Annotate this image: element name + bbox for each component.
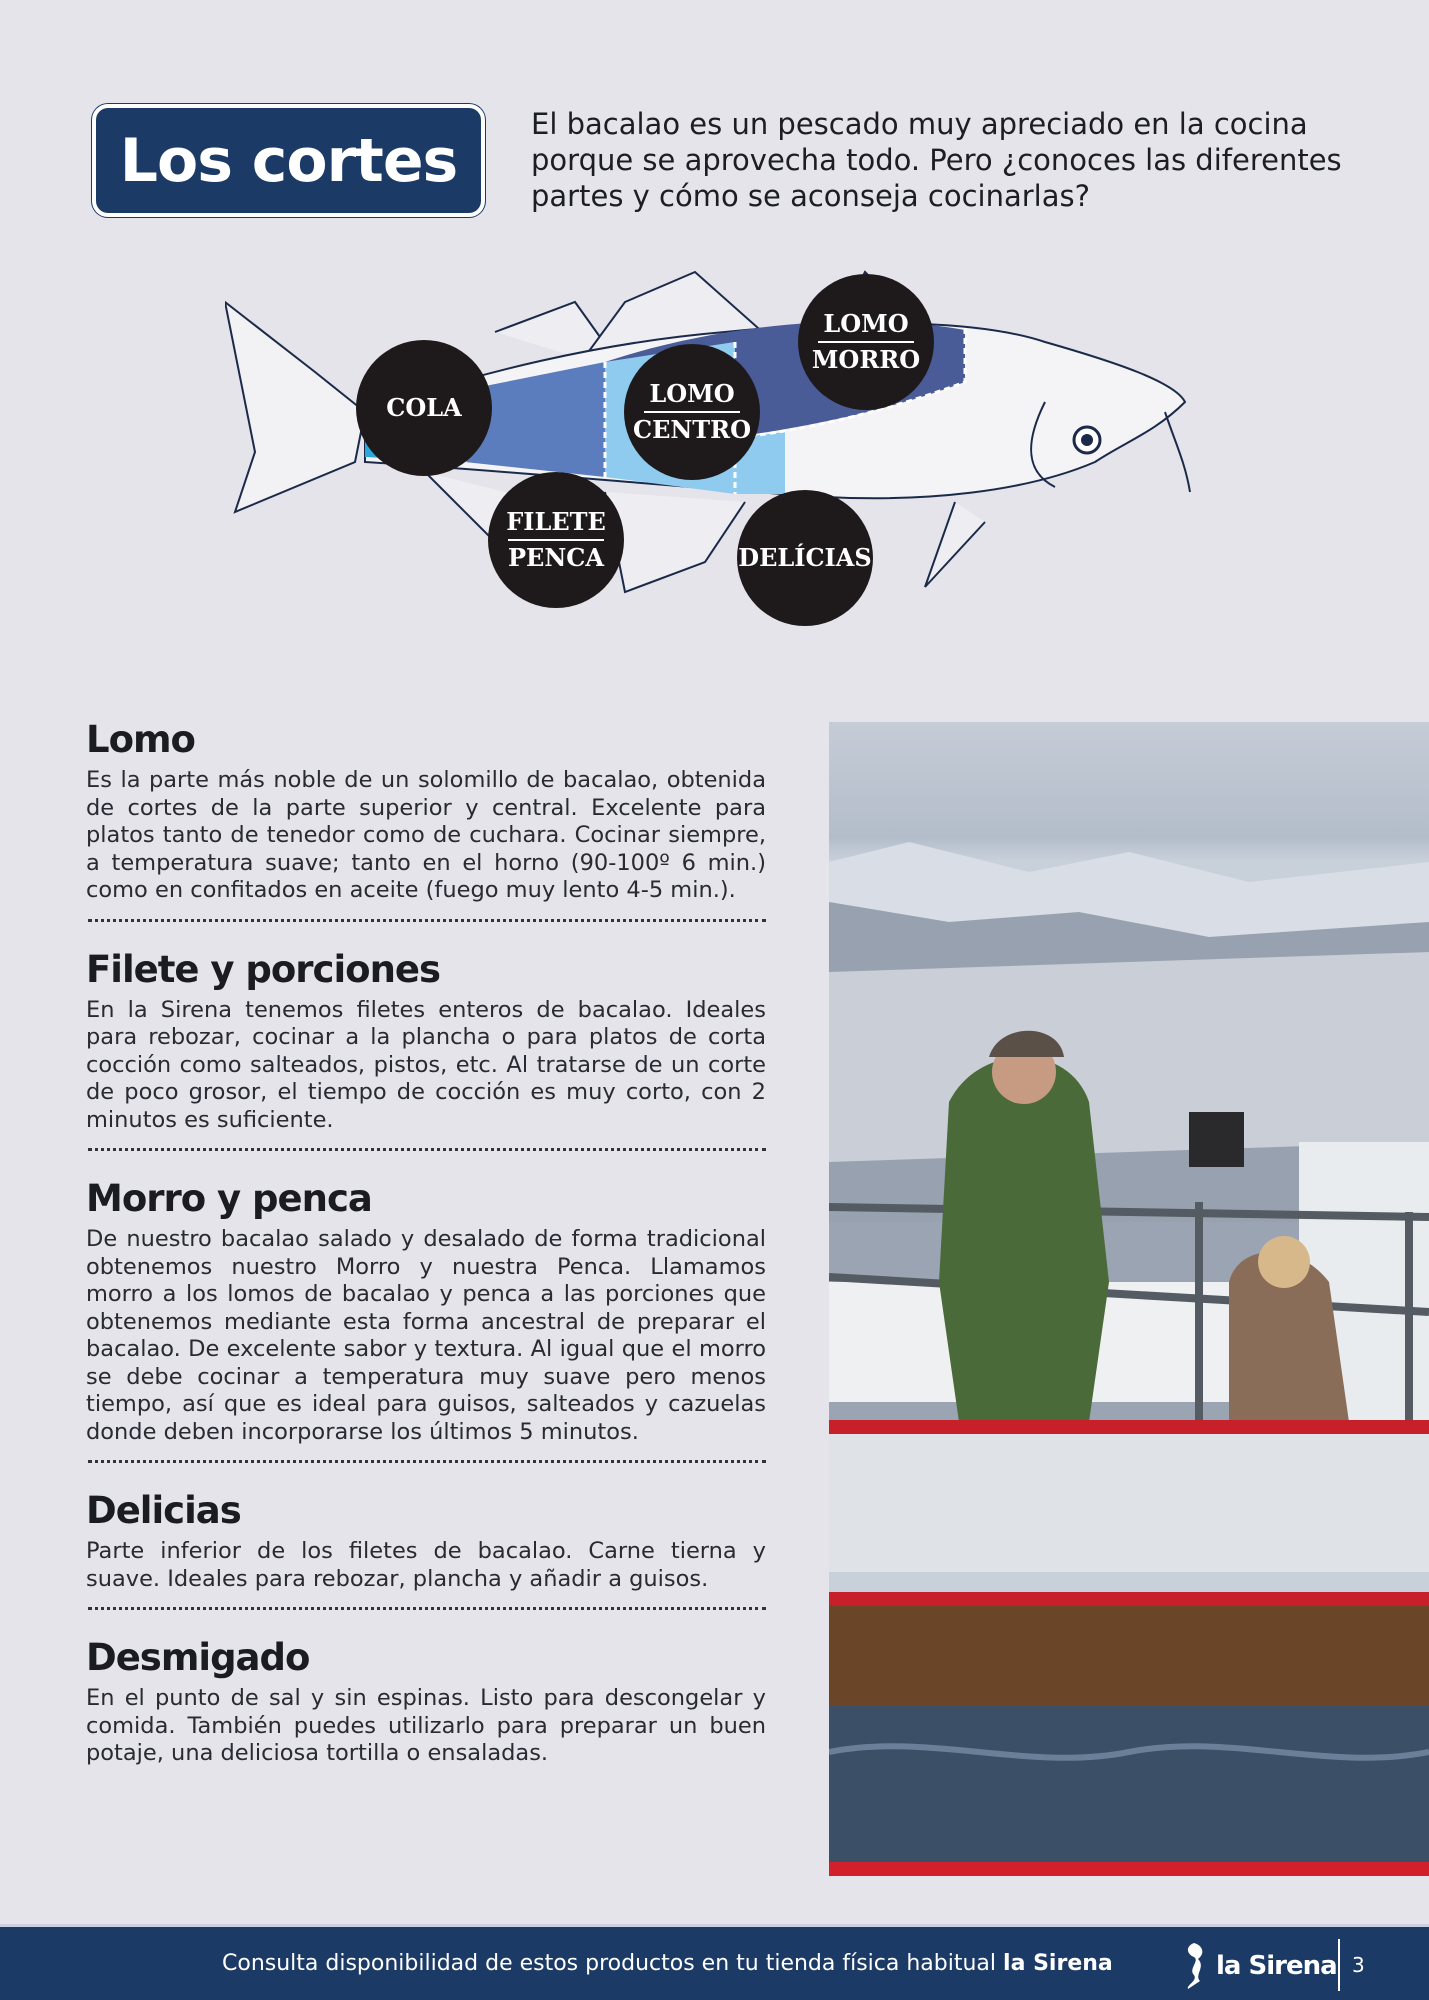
footer-brand: la Sirena: [1003, 1951, 1113, 1976]
divider: [88, 1460, 766, 1463]
section-title: Filete y porciones: [86, 947, 441, 991]
section-body: En el punto de sal y sin espinas. Listo para descongelar y comida. También puedes utilizarlo para preparar un buen potaje, una deliciosa tortilla o ensaladas.: [86, 1685, 766, 1766]
footer: [0, 1924, 1429, 2000]
section-morro: [86, 1177, 766, 1446]
mermaid-icon: [1180, 1941, 1210, 1991]
badge-lomo-centro: [624, 344, 760, 480]
badge-label: CENTRO: [632, 415, 752, 444]
section-delicias: [86, 1489, 766, 1593]
badge-lomo-morro: [798, 274, 934, 410]
fishermen-photo: [829, 722, 1429, 1876]
section-body: En la Sirena tenemos filetes enteros de bacalao. Ideales para rebozar, cocinar a la plancha o para platos de corta cocción como salteados, pistos, etc. Al tratarse de un corte de poco grosor, el tiempo de cocción es muy corto, con 2 minutos es suficiente.: [86, 996, 766, 1133]
badge-label: LOMO: [649, 379, 735, 408]
footer-text: Consulta disponibilidad de estos productos en tu tienda física habitual: [222, 1951, 1004, 1976]
footer-message: [222, 1951, 1113, 1976]
section-title: Lomo: [86, 718, 195, 761]
section-title: Delicias: [86, 1489, 241, 1532]
section-body: Parte inferior de los filetes de bacalao. Carne tierna y suave. Ideales para rebozar, plancha y añadir a guisos.: [86, 1538, 766, 1592]
divider: [88, 1607, 766, 1610]
divider: [88, 1148, 766, 1151]
badge-label: FILETE: [506, 507, 606, 536]
title-box: [92, 104, 485, 217]
section-title: Desmigado: [86, 1636, 310, 1679]
page-title: Los cortes: [119, 125, 458, 196]
badge-cola: [356, 340, 492, 476]
logo-text: la Sirena: [1216, 1951, 1337, 1981]
section-body: De nuestro bacalao salado y desalado de forma tradicional obtenemos nuestro Morro y nuestra Penca. Llamamos morro a los lomos de bacalao y penca a las porciones que obtenemos mediante esta forma ancestral de preparar el bacalao. De excelente sabor y textura. Al igual que el morro se debe cocinar a temperatura muy suave pero menos tiempo, así que es ideal para guisos, salteados y cazuelas donde deben incorporarse los últimos 5 minutos.: [86, 1226, 766, 1445]
badge-label: MORRO: [811, 345, 921, 374]
section-desmigado: [86, 1636, 766, 1768]
badge-delicias: [737, 490, 873, 626]
badge-label: PENCA: [508, 543, 604, 572]
la-sirena-logo: [1180, 1941, 1337, 1991]
section-filete: [86, 948, 766, 1135]
badge-filete-penca: [488, 472, 624, 608]
page-number: 3: [1338, 1939, 1365, 1991]
section-lomo: [86, 718, 766, 905]
divider: [88, 919, 766, 922]
badge-label: COLA: [386, 393, 462, 422]
badge-label: DELÍCIAS: [738, 543, 872, 572]
section-title: Morro y penca: [86, 1177, 372, 1220]
cuts-descriptions: [86, 718, 766, 1768]
badge-label: LOMO: [823, 309, 909, 338]
section-body: Es la parte más noble de un solomillo de bacalao, obtenida de cortes de la parte superior y central. Excelente para platos tanto de tenedor como de cuchara. Cocinar siempre, a temperatura suave; tanto en el horno (90-100º 6 min.) como en confitados en aceite (fuego muy lento 4-5 min.).: [86, 767, 766, 903]
intro-text: El bacalao es un pescado muy apreciado en la cocina porque se aprovecha todo. Pero ¿conoces las diferentes partes y cómo se aconseja cocinarlas?: [531, 107, 1342, 213]
